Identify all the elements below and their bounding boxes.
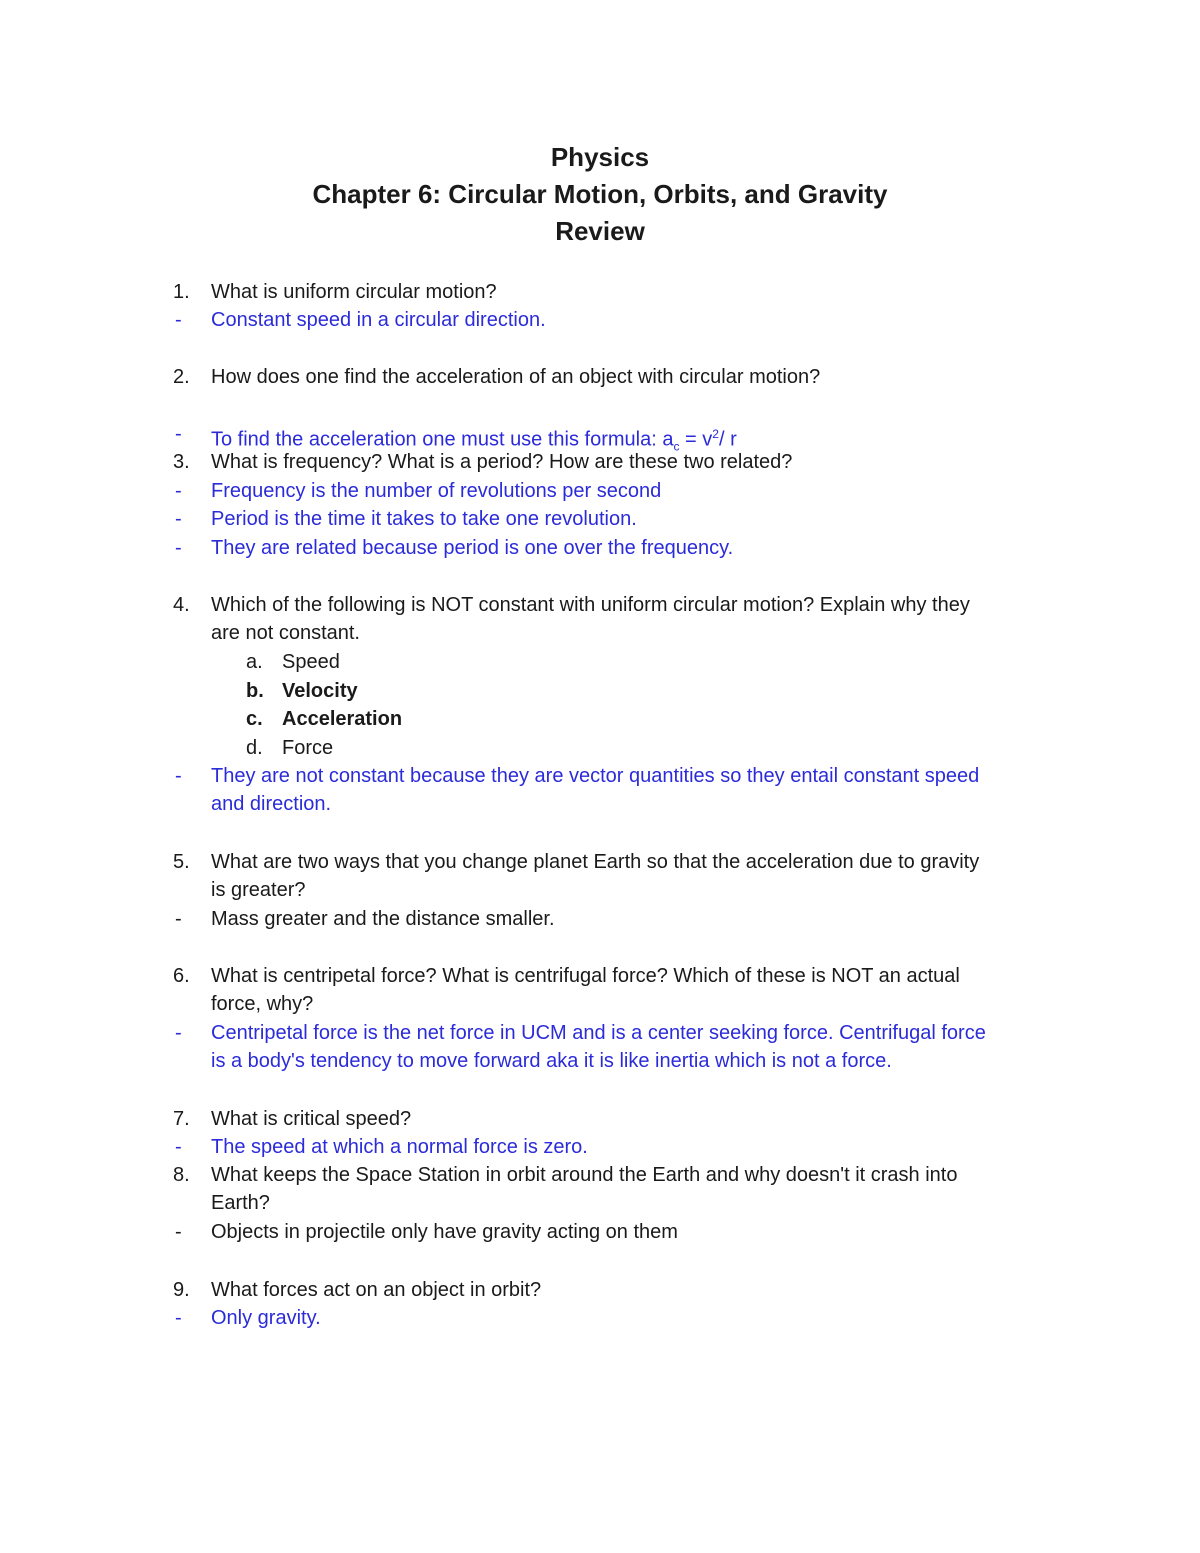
q4-answer-line2: and direction. bbox=[211, 793, 332, 815]
q2-answer-subscript: c bbox=[673, 439, 680, 454]
q9-question: What forces act on an object in orbit? bbox=[211, 1279, 542, 1301]
q2-answer-mid: = v bbox=[679, 428, 713, 451]
q4-answer-line1: They are not constant because they are vector quantities so they entail constant speed bbox=[211, 765, 980, 787]
q9-number: 9. bbox=[173, 1279, 190, 1301]
q2-question: How does one find the acceleration of an object with circular motion? bbox=[211, 366, 821, 388]
q4-option-speed: Speed bbox=[282, 651, 340, 673]
q9-answer: Only gravity. bbox=[211, 1307, 321, 1329]
q3-answer-2: Period is the time it takes to take one revolution. bbox=[211, 508, 637, 530]
q3-answer-3: They are related because period is one over the frequency. bbox=[211, 537, 734, 559]
q7-number: 7. bbox=[173, 1108, 190, 1130]
doc-subject: Physics bbox=[550, 142, 650, 172]
q8-question-line2: Earth? bbox=[211, 1192, 270, 1214]
q6-question-line1: What is centripetal force? What is centrifugal force? Which of these is NOT an actual bbox=[211, 965, 960, 987]
doc-type: Review bbox=[555, 216, 645, 246]
q4-option-velocity: Velocity bbox=[282, 680, 358, 702]
q8-question-line1: What keeps the Space Station in orbit around the Earth and why doesn't it crash into bbox=[211, 1164, 958, 1186]
q2-answer-suffix: / r bbox=[718, 428, 737, 451]
q4-question-line1: Which of the following is NOT constant with uniform circular motion? Explain why they bbox=[211, 594, 970, 616]
q6-answer-dash: - bbox=[175, 1022, 182, 1044]
q9-answer-dash: - bbox=[175, 1307, 182, 1329]
q6-answer-line1: Centripetal force is the net force in UCM and is a center seeking force. Centrifugal force bbox=[211, 1022, 986, 1044]
q1-answer: Constant speed in a circular direction. bbox=[211, 309, 546, 331]
q2-answer bbox=[211, 420, 737, 454]
q4-number: 4. bbox=[173, 594, 190, 616]
q4-question-line2: are not constant. bbox=[211, 622, 360, 644]
q4-answer-dash: - bbox=[175, 765, 182, 787]
q3-question: What is frequency? What is a period? How are these two related? bbox=[211, 451, 793, 473]
q1-number: 1. bbox=[173, 281, 190, 303]
q6-question-line2: force, why? bbox=[211, 993, 314, 1015]
q3-answer-dash: - bbox=[175, 480, 182, 502]
q5-answer: Mass greater and the distance smaller. bbox=[211, 908, 555, 930]
q8-answer-dash: - bbox=[175, 1221, 182, 1243]
q8-number: 8. bbox=[173, 1164, 190, 1186]
q6-number: 6. bbox=[173, 965, 190, 987]
q2-answer-superscript: 2 bbox=[712, 427, 719, 441]
q5-answer-dash: - bbox=[175, 908, 182, 930]
q8-answer: Objects in projectile only have gravity acting on them bbox=[211, 1221, 678, 1243]
q3-number: 3. bbox=[173, 451, 190, 473]
q7-question: What is critical speed? bbox=[211, 1108, 412, 1130]
q4-option-letter: d. bbox=[246, 737, 263, 759]
q1-answer-dash: - bbox=[175, 309, 182, 331]
doc-chapter-title: Chapter 6: Circular Motion, Orbits, and Gravity bbox=[312, 179, 888, 209]
q3-answer-dash: - bbox=[175, 537, 182, 559]
q4-option-letter: a. bbox=[246, 651, 263, 673]
q4-option-acceleration: Acceleration bbox=[282, 708, 403, 730]
q4-option-force: Force bbox=[282, 737, 334, 759]
q4-option-letter: b. bbox=[246, 680, 264, 702]
q2-answer-dash: - bbox=[175, 423, 182, 445]
q2-answer-prefix: To find the acceleration one must use this formula: a bbox=[211, 428, 674, 451]
q7-answer-dash: - bbox=[175, 1136, 182, 1158]
q2-number: 2. bbox=[173, 366, 190, 388]
q5-question-line2: is greater? bbox=[211, 879, 306, 901]
q6-answer-line2: is a body's tendency to move forward aka it is like inertia which is not a force. bbox=[211, 1050, 892, 1072]
q3-answer-1: Frequency is the number of revolutions per second bbox=[211, 480, 662, 502]
q5-question-line1: What are two ways that you change planet Earth so that the acceleration due to gravity bbox=[211, 851, 980, 873]
q1-question: What is uniform circular motion? bbox=[211, 281, 497, 303]
q5-number: 5. bbox=[173, 851, 190, 873]
q3-answer-dash: - bbox=[175, 508, 182, 530]
q7-answer: The speed at which a normal force is zero. bbox=[211, 1136, 588, 1158]
q4-option-letter: c. bbox=[246, 708, 263, 730]
